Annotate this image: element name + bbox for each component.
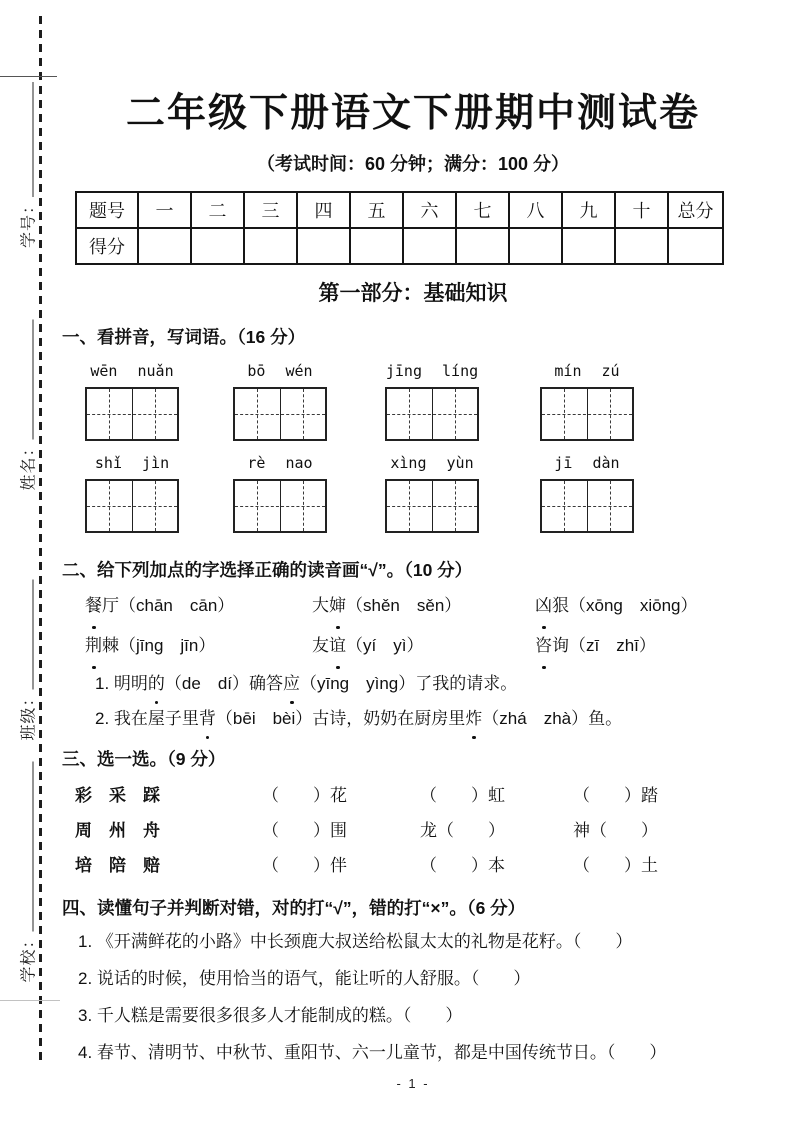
score-cell-empty bbox=[562, 228, 615, 264]
writing-grid bbox=[233, 479, 327, 533]
q2-heading: 二、给下列加点的字选择正确的读音画“√”。（10 分） bbox=[62, 560, 473, 580]
score-header-cell: 九 bbox=[562, 192, 615, 228]
pinyin-text: bō wén bbox=[247, 362, 313, 380]
score-cell-empty bbox=[244, 228, 297, 264]
q4-statement: 2. 说话的时候，使用恰当的语气，能让听的人舒服。（ ） bbox=[78, 969, 531, 988]
school-blank bbox=[18, 761, 33, 931]
pinyin-group bbox=[85, 362, 179, 441]
class-field bbox=[16, 579, 39, 740]
score-header-cell: 二 bbox=[191, 192, 244, 228]
score-cell-empty bbox=[509, 228, 562, 264]
part1-heading: 第一部分：基础知识 bbox=[318, 282, 508, 305]
pinyin-text: jīng líng bbox=[385, 362, 479, 380]
student-name-field bbox=[16, 319, 39, 490]
q3-option-chars: 培 陪 赔 bbox=[75, 856, 160, 875]
score-header-cell: 六 bbox=[403, 192, 456, 228]
score-cell-empty bbox=[403, 228, 456, 264]
q2-word-item: 餐厅（chān cān） bbox=[85, 586, 312, 626]
score-cell-empty bbox=[456, 228, 509, 264]
pinyin-text: wēn nuǎn bbox=[90, 362, 174, 380]
score-header-cell: 五 bbox=[350, 192, 403, 228]
q1-heading: 一、看拼音，写词语。（16 分） bbox=[62, 327, 306, 347]
q4-items bbox=[62, 923, 764, 1071]
grid-dash bbox=[542, 506, 632, 507]
exam-paper bbox=[62, 0, 764, 1091]
grid-dash bbox=[542, 414, 632, 415]
pinyin-group bbox=[540, 362, 634, 441]
grid-dash bbox=[387, 414, 477, 415]
score-header-cell: 七 bbox=[456, 192, 509, 228]
q3-blank-item: （ ）围 bbox=[262, 821, 347, 840]
q2-word-item: 凶狠（xōng xiōng） bbox=[535, 586, 764, 626]
q3-option-chars: 彩 采 踩 bbox=[75, 786, 160, 805]
student-name-blank bbox=[18, 319, 33, 439]
class-blank bbox=[18, 579, 33, 689]
page-title: 二年级下册语文下册期中测试卷 bbox=[125, 92, 700, 135]
writing-grid bbox=[85, 479, 179, 533]
score-cell-empty bbox=[191, 228, 244, 264]
writing-grid bbox=[85, 387, 179, 441]
pinyin-text: jī dàn bbox=[554, 454, 620, 472]
q3-rows bbox=[62, 778, 764, 883]
q3-blank-item: 龙（ ） bbox=[420, 821, 505, 840]
q3-blank-item: （ ）踏 bbox=[573, 786, 658, 805]
writing-grid bbox=[540, 479, 634, 533]
q4-statement: 1. 《开满鲜花的小路》中长颈鹿大叔送给松鼠太太的礼物是花籽。（ ） bbox=[78, 932, 633, 951]
q3-blank-item: 神（ ） bbox=[573, 821, 658, 840]
q3-heading: 三、选一选。（9 分） bbox=[62, 749, 226, 769]
pinyin-group bbox=[233, 454, 327, 533]
pinyin-text: rè nao bbox=[247, 454, 313, 472]
fold-mark-bottom bbox=[0, 1000, 60, 1001]
q2-sentence: 1. 明明的（de dí）确答应（yīng yìng）了我的请求。 bbox=[62, 666, 764, 701]
score-header-cell: 四 bbox=[297, 192, 350, 228]
student-name-label: 姓名： bbox=[20, 439, 38, 491]
score-header-cell: 题号 bbox=[76, 192, 138, 228]
score-cell-empty bbox=[350, 228, 403, 264]
pinyin-group bbox=[385, 362, 479, 441]
q3-option-chars: 周 州 舟 bbox=[75, 821, 160, 840]
q2-word-item: 咨询（zī zhī） bbox=[535, 626, 764, 666]
q3-blank-item: （ ）花 bbox=[262, 786, 347, 805]
q3-blank-item: （ ）土 bbox=[573, 856, 658, 875]
q3-row bbox=[62, 778, 764, 813]
q3-row bbox=[62, 848, 764, 883]
score-header-cell: 八 bbox=[509, 192, 562, 228]
score-table-header-row bbox=[76, 192, 723, 228]
grid-dash bbox=[87, 506, 177, 507]
q2-word-item: 友谊（yí yì） bbox=[312, 626, 535, 666]
grid-dash bbox=[235, 414, 325, 415]
q4-statement: 4. 春节、清明节、中秋节、重阳节、六一儿童节，都是中国传统节日。（ ） bbox=[78, 1043, 667, 1062]
pinyin-group bbox=[85, 454, 179, 533]
seal-dashed-line bbox=[39, 16, 42, 1060]
pinyin-group bbox=[540, 454, 634, 533]
score-header-cell: 总分 bbox=[668, 192, 723, 228]
student-id-field bbox=[16, 82, 39, 248]
q3-blank-item: （ ）伴 bbox=[262, 856, 347, 875]
writing-grid bbox=[540, 387, 634, 441]
score-cell-empty bbox=[138, 228, 191, 264]
page-number: - 1 - bbox=[396, 1076, 430, 1091]
pinyin-text: mín zú bbox=[554, 362, 620, 380]
grid-dash bbox=[235, 506, 325, 507]
q2-sentence: 2. 我在屋子里背（bēi bèi）古诗，奶奶在厨房里炸（zhá zhà）鱼。 bbox=[62, 701, 764, 736]
q2-word-item: 荆棘（jīng jīn） bbox=[85, 626, 312, 666]
pinyin-group bbox=[233, 362, 327, 441]
pinyin-group bbox=[385, 454, 479, 533]
score-cell-empty bbox=[615, 228, 668, 264]
grid-dash bbox=[387, 506, 477, 507]
student-id-blank bbox=[18, 82, 33, 197]
pinyin-text: shǐ jìn bbox=[94, 454, 170, 472]
score-cell-empty bbox=[297, 228, 350, 264]
exam-info: （考试时间：60 分钟；满分：100 分） bbox=[256, 154, 570, 174]
grid-dash bbox=[87, 414, 177, 415]
school-field bbox=[16, 761, 39, 982]
q4-heading: 四、读懂句子并判断对错，对的打“√”，错的打“×”。（6 分） bbox=[62, 898, 526, 918]
writing-grid bbox=[385, 387, 479, 441]
score-row-label: 得分 bbox=[76, 228, 138, 264]
q2-word-choices bbox=[62, 586, 764, 666]
pinyin-text: xìng yùn bbox=[390, 454, 474, 472]
fold-mark-top bbox=[0, 76, 57, 77]
score-header-cell: 三 bbox=[244, 192, 297, 228]
q3-row bbox=[62, 813, 764, 848]
student-id-label: 学号： bbox=[20, 196, 38, 249]
class-label: 班级： bbox=[20, 689, 38, 741]
writing-grid bbox=[233, 387, 327, 441]
score-header-cell: 十 bbox=[615, 192, 668, 228]
q4-statement: 3. 千人糕是需要很多很多人才能制成的糕。（ ） bbox=[78, 1006, 463, 1025]
score-cell-empty bbox=[668, 228, 723, 264]
score-table-score-row bbox=[76, 228, 723, 264]
school-label: 学校： bbox=[20, 931, 38, 983]
score-table bbox=[75, 191, 724, 265]
score-header-cell: 一 bbox=[138, 192, 191, 228]
q1-pinyin-row-2 bbox=[62, 454, 764, 533]
q1-pinyin-row-1 bbox=[62, 362, 764, 441]
q3-blank-item: （ ）本 bbox=[420, 856, 505, 875]
q2-word-item: 大婶（shěn sěn） bbox=[312, 586, 535, 626]
writing-grid bbox=[385, 479, 479, 533]
q3-blank-item: （ ）虹 bbox=[420, 786, 505, 805]
